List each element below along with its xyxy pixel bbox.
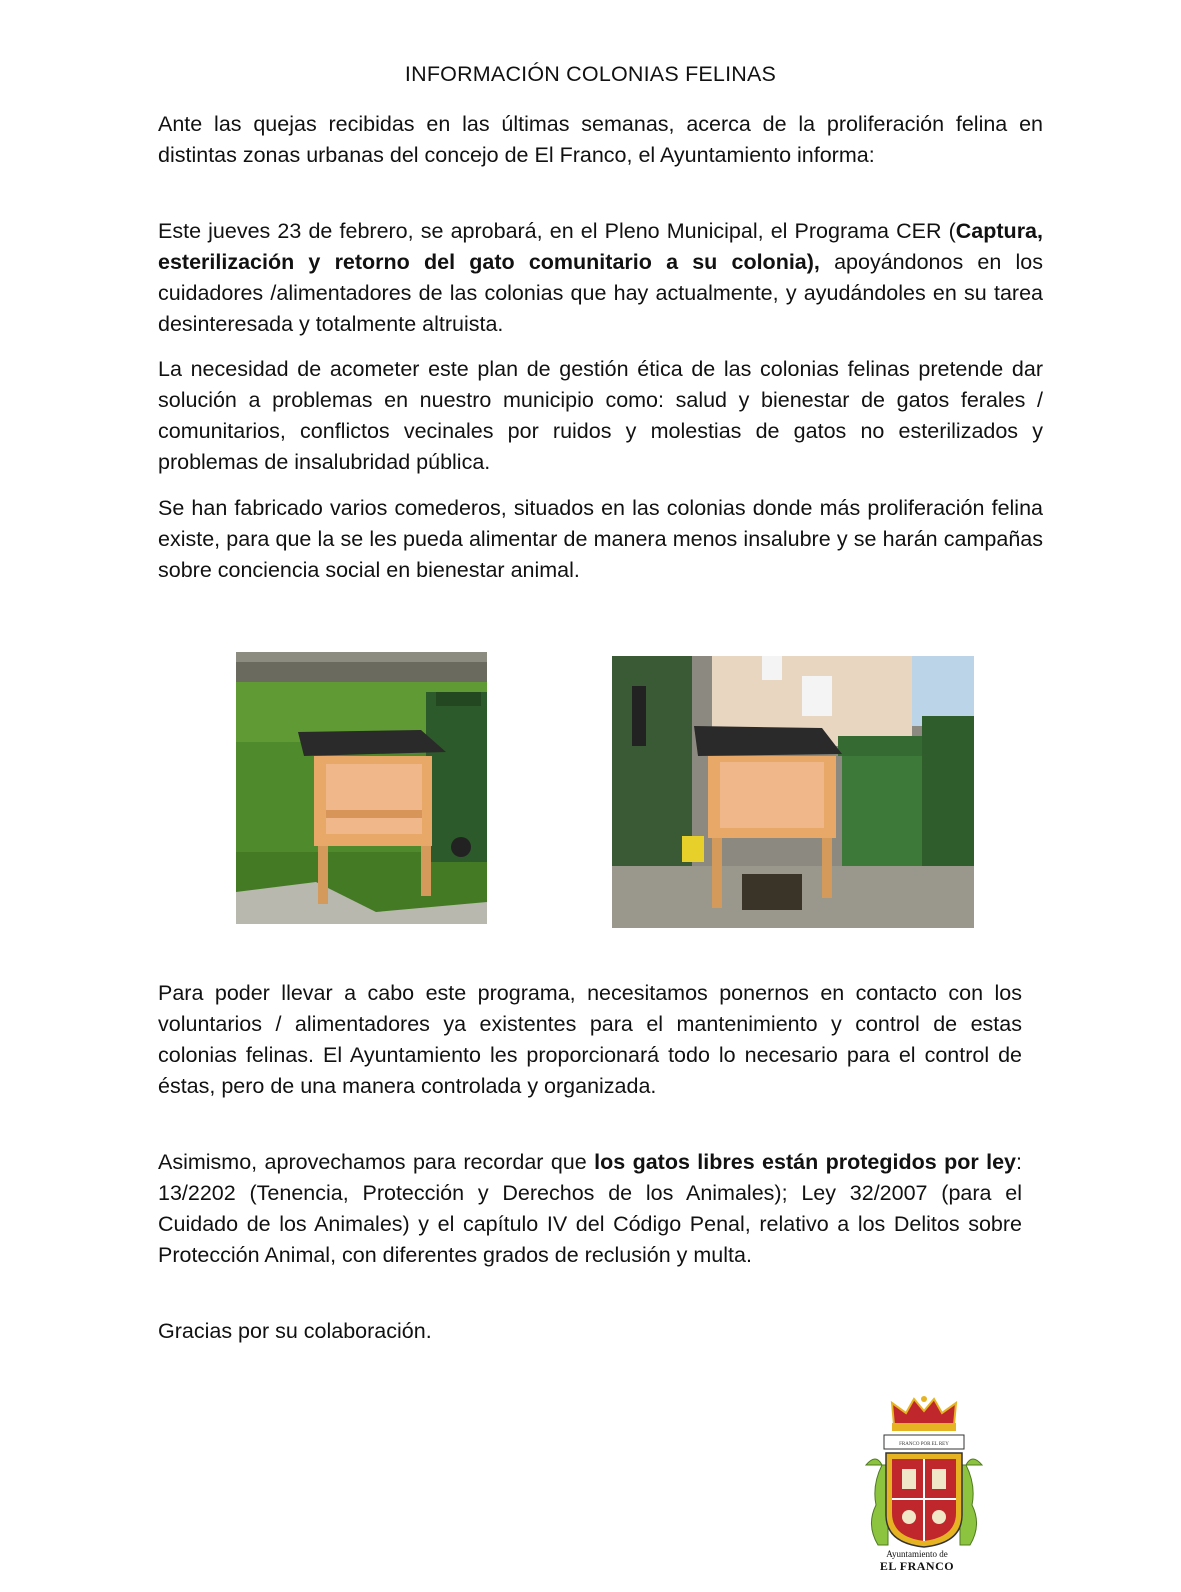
feeder-on-grass-photo [236, 652, 487, 924]
p2-text-before: Este jueves 23 de febrero, se aprobará, en el Pleno Municipal, el Programa CER ( [158, 219, 956, 243]
paragraph-program-cer [158, 216, 1043, 340]
el-franco-coat-of-arms-logo [862, 1395, 986, 1573]
paragraph-legal [158, 1147, 1022, 1271]
document-title: INFORMACIÓN COLONIAS FELINAS [404, 62, 777, 86]
feeder-between-bins-photo [612, 656, 974, 928]
p6-text-after: : 13/2202 (Tenencia, Protección y Derechos de los Animales); Ley 32/2007 (para el Cuidado de los Animales) y el capítulo IV del Código Penal, relativo a los Delitos sobre Protección Animal, con diferentes grados de reclusión y multa. [158, 1150, 1022, 1267]
p2-text-after: apoyándonos en los cuidadores /alimentadores de las colonias que hay actualmente, y ayudándoles en su tarea desinteresada y totalmente altruista. [158, 250, 1043, 336]
logo-caption-line1: Ayuntamiento de [886, 1549, 948, 1559]
p6-text-before: Asimismo, aprovechamos para recordar que [158, 1150, 595, 1174]
logo-caption-line2: EL FRANCO [879, 1559, 955, 1573]
paragraph-intro: Ante las quejas recibidas en las últimas semanas, acerca de la proliferación felina en distintas zonas urbanas del concejo de El Franco, el Ayuntamiento informa: [158, 112, 1043, 167]
paragraph-volunteers: Para poder llevar a cabo este programa, necesitamos ponernos en contacto con los voluntarios / alimentadores ya existentes para el mantenimiento y control de estas colonias felinas. El Ayuntamiento les proporcionará todo lo necesario para el control de éstas, pero de una manera controlada y organizada. [158, 981, 1022, 1098]
p2-bold-cer: Captura, esterilización y retorno del gato comunitario a su colonia), [158, 219, 1043, 274]
svg-text:FRANCO POR EL REY: FRANCO POR EL REY [899, 1442, 949, 1447]
paragraph-thanks: Gracias por su colaboración. [158, 1319, 432, 1343]
paragraph-feeders: Se han fabricado varios comederos, situados en las colonias donde más proliferación felina existe, para que la se les pueda alimentar de manera menos insalubre y se harán campañas sobre conciencia social en bienestar animal. [158, 496, 1043, 582]
p6-bold-protected: los gatos libres están protegidos por ley [594, 1150, 1017, 1174]
paragraph-necessity: La necesidad de acometer este plan de gestión ética de las colonias felinas pretende dar solución a problemas en nuestro municipio como: salud y bienestar de gatos ferales / comunitarios, conflictos vecinales por ruidos y molestias de gatos no esterilizados y problemas de insalubridad pública. [158, 357, 1043, 474]
